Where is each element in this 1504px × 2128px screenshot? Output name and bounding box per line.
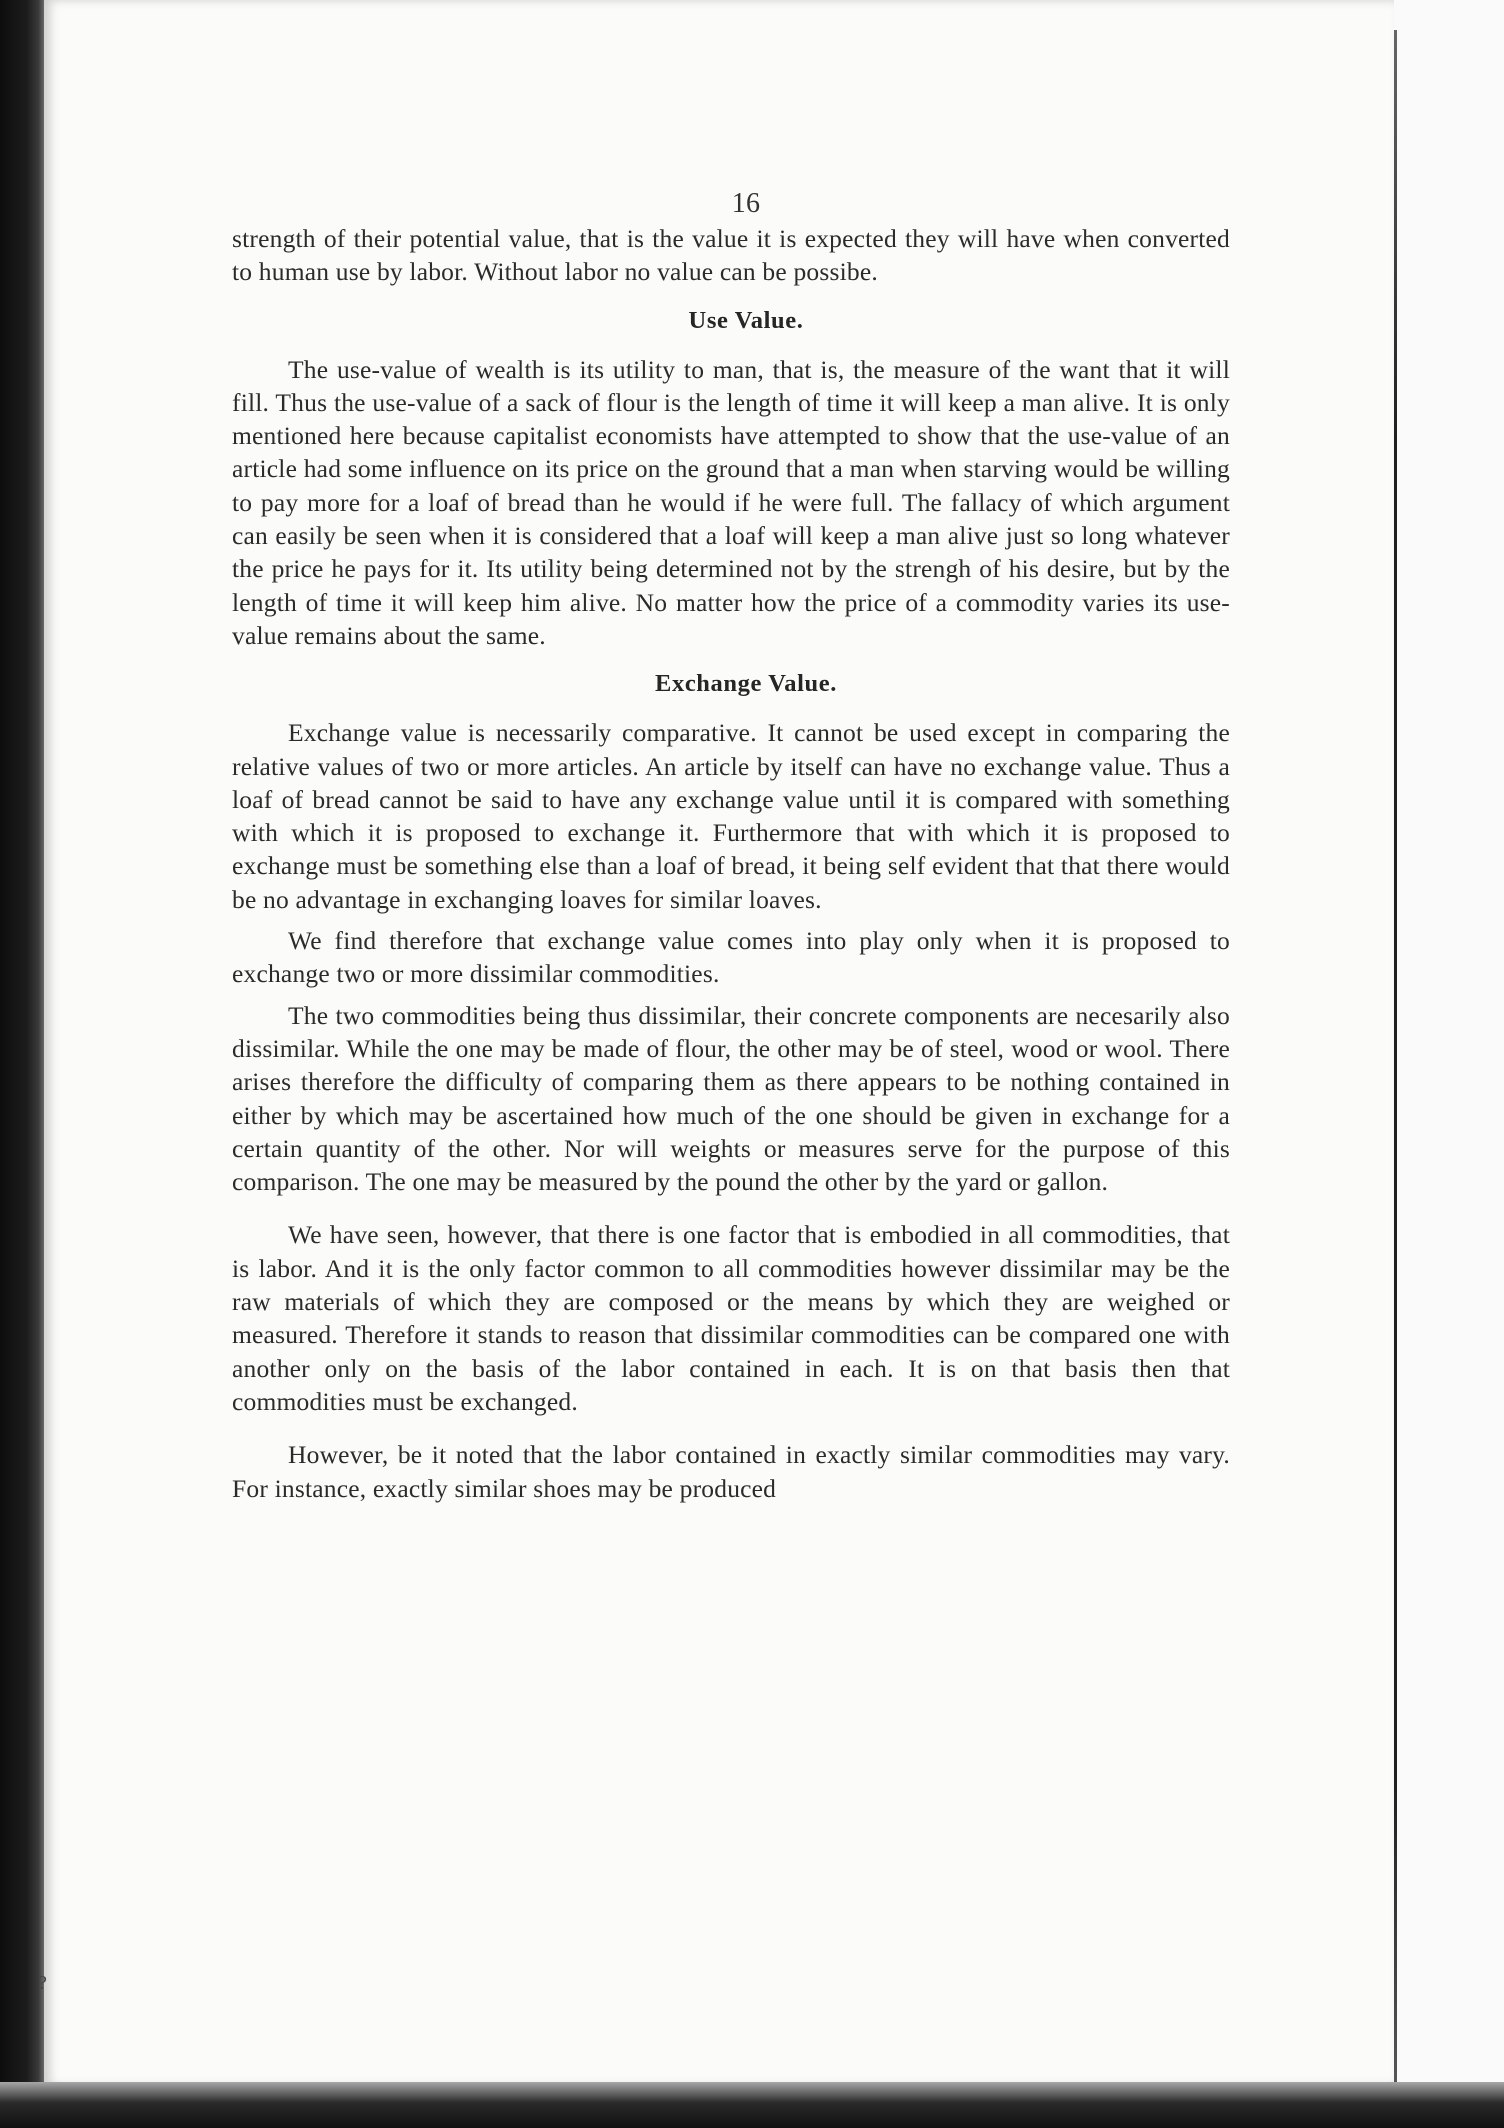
heading-exchange-value: Exchange Value. <box>655 670 837 698</box>
facing-page-edge <box>1394 0 1504 2086</box>
use-value-paragraph: The use-value of wealth is its utility to man, that is, the measure of the want that it will fill. Thus the use-value of a sack of flour is the length of time it will keep a man alive. It is only mentioned here because capitalist economists have attempted to show that the use-value of an article had some influence on its price on the ground that a man when starving would be willing to pay more for a loaf of bread than he would if he were full. The fallacy of which argument can easily be seen when it is considered that a loaf will keep a man alive just so long whatever the price he pays for it. Its utility being determined not by the strengh of his desire, but by the length of time it will keep him alive. No matter how the price of a commodity varies its use-value remains about the same. <box>232 354 1230 650</box>
heading-use-value: Use Value. <box>688 306 804 334</box>
exchange-paragraph-2: We find therefore that exchange value comes into play only when it is proposed to exchange two or more dissimilar commodities. <box>232 926 1230 989</box>
book-binding-shadow <box>0 0 48 2128</box>
exchange-paragraph-3: The two commodities being thus dissimilar, their concrete components are necesarily also dissimilar. While the one may be made of flour, the other may be of steel, wood or wool. There arises therefore the difficulty of comparing them as there appears to be nothing contained in either by which may be ascertained how much of the one should be given in exchange for a certain quantity of the other. Nor will weights or measures serve for the purpose of this comparison. The one may be measured by the pound the other by the yard or gallon. <box>232 1000 1230 1197</box>
page-gutter-line <box>1394 30 1397 2082</box>
page-number: 16 <box>731 188 761 219</box>
page-text-block <box>232 188 1230 1505</box>
opening-paragraph: strength of their potential value, that is the value it is expected they will have when converted to human use by labor. Without labor no value can be possibe. <box>232 224 1230 287</box>
scan-bottom-edge <box>0 2082 1504 2128</box>
exchange-paragraph-5: However, be it noted that the labor contained in exactly similar commodities may vary. For instance, exactly similar shoes may be produced <box>232 1440 1230 1503</box>
exchange-paragraph-1: Exchange value is necessarily comparative. It cannot be used except in comparing the relative values of two or more articles. An article by itself can have no exchange value. Thus a loaf of bread cannot be said to have any exchange value until it is compared with something with which it is proposed to exchange it. Furthermore that with which it is proposed to exchange must be something else than a loaf of bread, it being self evident that that there would be no advantage in exchanging loaves for similar loaves. <box>232 718 1230 914</box>
stray-ink-mark: ? <box>38 1972 47 1994</box>
exchange-paragraph-4: We have seen, however, that there is one factor that is embodied in all commodities, that is labor. And it is the only factor common to all commodities however dissimilar may be the raw materials of which they are composed or the means by which they are weighed or measured. Therefore it stands to reason that dissimilar commodities can be compared one with another only on the basis of the labor contained in each. It is on that basis then that commodities must be exchanged. <box>232 1220 1230 1416</box>
